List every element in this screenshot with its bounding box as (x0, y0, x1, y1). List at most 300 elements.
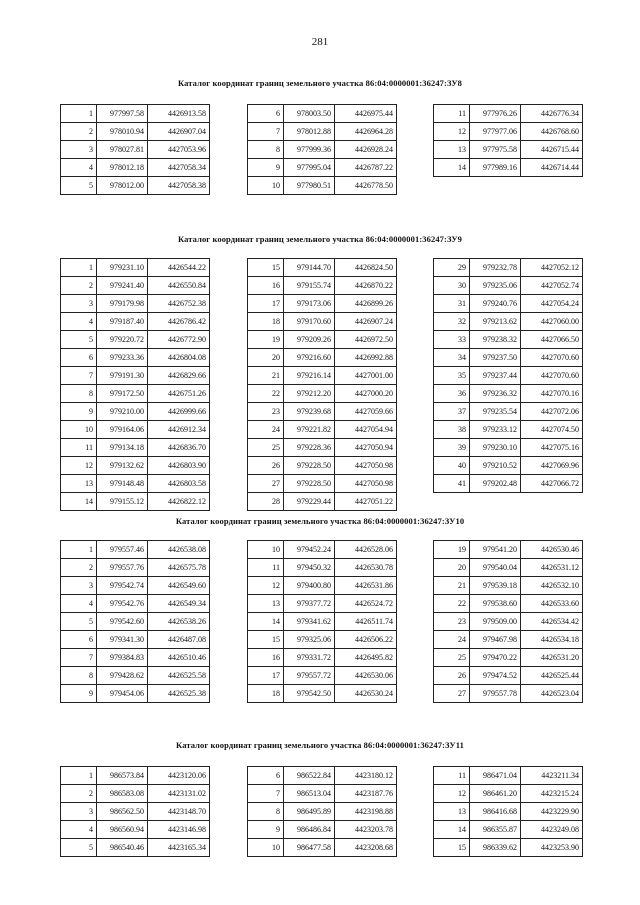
point-number: 20 (248, 349, 284, 367)
coordinate-x: 979428.62 (97, 667, 148, 685)
coordinate-y: 4423253.90 (521, 839, 583, 857)
coordinate-y: 4427054.24 (521, 295, 583, 313)
coordinate-y: 4427070.60 (521, 349, 583, 367)
table-row (248, 439, 397, 457)
coordinate-x: 979470.22 (470, 649, 521, 667)
point-number: 35 (434, 367, 470, 385)
coordinate-x: 979191.30 (97, 367, 148, 385)
coordinate-x: 986513.04 (284, 785, 335, 803)
coordinate-x: 979164.06 (97, 421, 148, 439)
coordinate-y: 4426899.26 (335, 295, 397, 313)
coordinate-x: 986471.04 (470, 767, 521, 785)
coordinate-x: 979400.80 (284, 577, 335, 595)
coordinate-y: 4423215.24 (521, 785, 583, 803)
coordinate-x: 977997.58 (97, 105, 148, 123)
table-row (248, 331, 397, 349)
point-number: 1 (61, 105, 97, 123)
table-row (434, 141, 583, 159)
coordinate-y: 4423120.06 (148, 767, 210, 785)
coordinate-y: 4426525.44 (521, 667, 583, 685)
coordinate-x: 986477.58 (284, 839, 335, 857)
coordinate-x: 979210.00 (97, 403, 148, 421)
table-row (61, 177, 210, 195)
table-row (61, 259, 210, 277)
point-number: 41 (434, 475, 470, 493)
coordinate-y: 4423208.68 (335, 839, 397, 857)
point-number: 5 (61, 613, 97, 631)
point-number: 18 (248, 685, 284, 703)
coordinate-x: 978012.88 (284, 123, 335, 141)
coordinate-x: 979541.20 (470, 541, 521, 559)
coordinate-y: 4423229.90 (521, 803, 583, 821)
table-row (248, 821, 397, 839)
table-row (434, 839, 583, 857)
table-row (434, 649, 583, 667)
point-number: 1 (61, 767, 97, 785)
table-row (61, 821, 210, 839)
table-row (248, 159, 397, 177)
coordinate-y: 4426530.24 (335, 685, 397, 703)
point-number: 26 (434, 667, 470, 685)
point-number: 21 (434, 577, 470, 595)
table-row (248, 803, 397, 821)
point-number: 16 (248, 649, 284, 667)
coordinate-y: 4426534.42 (521, 613, 583, 631)
coordinate-x: 986355.87 (470, 821, 521, 839)
coordinate-x: 979148.48 (97, 475, 148, 493)
coordinate-y: 4426544.22 (148, 259, 210, 277)
point-number: 37 (434, 403, 470, 421)
table-row (434, 821, 583, 839)
coordinate-y: 4426913.58 (148, 105, 210, 123)
table-row (434, 331, 583, 349)
point-number: 11 (434, 767, 470, 785)
coordinate-x: 977977.06 (470, 123, 521, 141)
coordinate-y: 4426510.46 (148, 649, 210, 667)
point-number: 22 (248, 385, 284, 403)
coordinate-y: 4426907.24 (335, 313, 397, 331)
coordinate-y: 4426803.58 (148, 475, 210, 493)
coordinate-y: 4426786.42 (148, 313, 210, 331)
point-number: 10 (248, 541, 284, 559)
table-row (61, 559, 210, 577)
point-number: 14 (434, 159, 470, 177)
coordinate-x: 977975.58 (470, 141, 521, 159)
point-number: 14 (434, 821, 470, 839)
table-row (434, 613, 583, 631)
coordinate-y: 4427052.74 (521, 277, 583, 295)
coordinate-y: 4427075.16 (521, 439, 583, 457)
coordinate-y: 4423198.88 (335, 803, 397, 821)
point-number: 13 (434, 141, 470, 159)
coordinate-x: 979542.74 (97, 577, 148, 595)
point-number: 28 (248, 493, 284, 511)
table-row (61, 159, 210, 177)
table-row (61, 123, 210, 141)
coordinate-table (60, 258, 210, 511)
section-title: Каталог координат границ земельного участка 86:04:0000001:36247:ЗУ10 (175, 516, 465, 526)
table-row (248, 475, 397, 493)
point-number: 16 (248, 277, 284, 295)
coordinate-x: 979384.83 (97, 649, 148, 667)
coordinate-x: 978012.18 (97, 159, 148, 177)
coordinate-x: 986562.50 (97, 803, 148, 821)
coordinate-x: 979377.72 (284, 595, 335, 613)
point-number: 2 (61, 559, 97, 577)
point-number: 6 (248, 105, 284, 123)
coordinate-y: 4427053.96 (148, 141, 210, 159)
coordinate-y: 4426575.78 (148, 559, 210, 577)
table-row (434, 541, 583, 559)
coordinate-y: 4426533.60 (521, 595, 583, 613)
coordinate-x: 979454.06 (97, 685, 148, 703)
coordinate-y: 4427052.12 (521, 259, 583, 277)
coordinate-x: 979557.78 (470, 685, 521, 703)
coordinate-y: 4426912.34 (148, 421, 210, 439)
coordinate-y: 4426768.60 (521, 123, 583, 141)
point-number: 24 (434, 631, 470, 649)
table-row (434, 367, 583, 385)
table-row (61, 313, 210, 331)
table-row (248, 839, 397, 857)
coordinate-y: 4427074.50 (521, 421, 583, 439)
coordinate-x: 979170.60 (284, 313, 335, 331)
coordinate-x: 979230.10 (470, 439, 521, 457)
point-number: 2 (61, 277, 97, 295)
coordinate-x: 979229.44 (284, 493, 335, 511)
coordinate-x: 977989.16 (470, 159, 521, 177)
point-number: 40 (434, 457, 470, 475)
point-number: 6 (61, 631, 97, 649)
table-row (248, 421, 397, 439)
point-number: 23 (434, 613, 470, 631)
table-row (61, 331, 210, 349)
coordinate-x: 979172.50 (97, 385, 148, 403)
coordinate-table (247, 766, 397, 857)
point-number: 21 (248, 367, 284, 385)
table-row (248, 667, 397, 685)
coordinate-y: 4427001.00 (335, 367, 397, 385)
coordinate-table (433, 258, 583, 493)
coordinate-x: 979232.78 (470, 259, 521, 277)
coordinate-y: 4427060.00 (521, 313, 583, 331)
table-row (61, 803, 210, 821)
point-number: 11 (248, 559, 284, 577)
coordinate-y: 4427058.38 (148, 177, 210, 195)
coordinate-x: 986339.62 (470, 839, 521, 857)
coordinate-y: 4426523.04 (521, 685, 583, 703)
coordinate-table (433, 766, 583, 857)
table-row (61, 367, 210, 385)
point-number: 15 (248, 259, 284, 277)
coordinate-x: 979538.60 (470, 595, 521, 613)
table-row (248, 493, 397, 511)
coordinate-x: 979155.12 (97, 493, 148, 511)
point-number: 6 (61, 349, 97, 367)
coordinate-x: 986540.46 (97, 839, 148, 857)
coordinate-x: 986416.68 (470, 803, 521, 821)
point-number: 1 (61, 541, 97, 559)
point-number: 3 (61, 141, 97, 159)
coordinate-y: 4423146.98 (148, 821, 210, 839)
point-number: 8 (61, 385, 97, 403)
coordinate-y: 4427066.50 (521, 331, 583, 349)
coordinate-y: 4423249.08 (521, 821, 583, 839)
table-row (61, 349, 210, 367)
point-number: 25 (434, 649, 470, 667)
coordinate-y: 4427072.06 (521, 403, 583, 421)
table-row (61, 785, 210, 803)
point-number: 12 (248, 577, 284, 595)
table-row (248, 559, 397, 577)
table-row (434, 403, 583, 421)
point-number: 3 (61, 577, 97, 595)
coordinate-x: 979216.60 (284, 349, 335, 367)
coordinate-x: 979239.68 (284, 403, 335, 421)
coordinate-x: 979557.76 (97, 559, 148, 577)
coordinate-x: 979235.06 (470, 277, 521, 295)
section-title: Каталог координат границ земельного участка 86:04:0000001:36247:ЗУ8 (177, 78, 463, 88)
coordinate-y: 4426511.74 (335, 613, 397, 631)
point-number: 5 (61, 839, 97, 857)
coordinate-x: 979237.50 (470, 349, 521, 367)
table-row (248, 295, 397, 313)
table-row (248, 685, 397, 703)
coordinate-x: 979341.30 (97, 631, 148, 649)
table-row (434, 421, 583, 439)
coordinate-x: 979202.48 (470, 475, 521, 493)
table-row (434, 123, 583, 141)
coordinate-y: 4426964.28 (335, 123, 397, 141)
coordinate-y: 4426907.04 (148, 123, 210, 141)
point-number: 32 (434, 313, 470, 331)
coordinate-x: 979235.54 (470, 403, 521, 421)
table-row (248, 613, 397, 631)
point-number: 13 (248, 595, 284, 613)
coordinate-x: 977976.26 (470, 105, 521, 123)
table-row (61, 403, 210, 421)
coordinate-y: 4426836.70 (148, 439, 210, 457)
coordinate-x: 979331.72 (284, 649, 335, 667)
coordinate-y: 4427051.22 (335, 493, 397, 511)
point-number: 9 (248, 159, 284, 177)
table-row (248, 631, 397, 649)
coordinate-y: 4427050.98 (335, 457, 397, 475)
point-number: 10 (248, 177, 284, 195)
table-row (434, 667, 583, 685)
table-row (248, 277, 397, 295)
point-number: 8 (61, 667, 97, 685)
point-number: 3 (61, 295, 97, 313)
table-row (248, 313, 397, 331)
coordinate-y: 4426803.90 (148, 457, 210, 475)
table-row (248, 367, 397, 385)
coordinate-y: 4426530.46 (521, 541, 583, 559)
coordinate-table (247, 104, 397, 195)
point-number: 27 (248, 475, 284, 493)
point-number: 9 (61, 685, 97, 703)
coordinate-x: 979144.70 (284, 259, 335, 277)
coordinate-y: 4426751.26 (148, 385, 210, 403)
coordinate-x: 979238.32 (470, 331, 521, 349)
point-number: 22 (434, 595, 470, 613)
table-row (61, 439, 210, 457)
coordinate-x: 977999.36 (284, 141, 335, 159)
point-number: 39 (434, 439, 470, 457)
coordinate-y: 4426549.60 (148, 577, 210, 595)
table-row (61, 595, 210, 613)
table-row (434, 685, 583, 703)
point-number: 7 (248, 123, 284, 141)
coordinate-x: 978012.00 (97, 177, 148, 195)
section-title: Каталог координат границ земельного участка 86:04:0000001:36247:ЗУ9 (177, 234, 463, 244)
coordinate-y: 4426530.78 (335, 559, 397, 577)
point-number: 7 (61, 649, 97, 667)
point-number: 2 (61, 123, 97, 141)
table-row (434, 277, 583, 295)
table-row (248, 105, 397, 123)
point-number: 3 (61, 803, 97, 821)
point-number: 8 (248, 141, 284, 159)
coordinate-x: 986486.84 (284, 821, 335, 839)
point-number: 5 (61, 177, 97, 195)
table-row (61, 577, 210, 595)
table-row (61, 767, 210, 785)
coordinate-x: 979450.32 (284, 559, 335, 577)
coordinate-x: 979467.98 (470, 631, 521, 649)
table-row (61, 277, 210, 295)
point-number: 12 (434, 123, 470, 141)
coordinate-x: 986522.84 (284, 767, 335, 785)
table-row (61, 685, 210, 703)
point-number: 26 (248, 457, 284, 475)
point-number: 23 (248, 403, 284, 421)
point-number: 4 (61, 595, 97, 613)
coordinate-y: 4426772.90 (148, 331, 210, 349)
point-number: 19 (434, 541, 470, 559)
coordinate-y: 4426714.44 (521, 159, 583, 177)
table-row (434, 313, 583, 331)
coordinate-x: 979213.62 (470, 313, 521, 331)
table-row (434, 475, 583, 493)
coordinate-y: 4427000.20 (335, 385, 397, 403)
coordinate-y: 4426534.18 (521, 631, 583, 649)
coordinate-y: 4426525.58 (148, 667, 210, 685)
point-number: 11 (61, 439, 97, 457)
point-number: 10 (61, 421, 97, 439)
point-number: 5 (61, 331, 97, 349)
coordinate-x: 979210.52 (470, 457, 521, 475)
table-row (61, 649, 210, 667)
coordinate-x: 986573.84 (97, 767, 148, 785)
coordinate-x: 979220.72 (97, 331, 148, 349)
coordinate-x: 979542.50 (284, 685, 335, 703)
coordinate-x: 979542.60 (97, 613, 148, 631)
coordinate-table (247, 258, 397, 511)
table-row (61, 541, 210, 559)
coordinate-x: 979241.40 (97, 277, 148, 295)
coordinate-x: 979231.10 (97, 259, 148, 277)
coordinate-table (60, 766, 210, 857)
coordinate-y: 4426999.66 (148, 403, 210, 421)
coordinate-x: 979221.82 (284, 421, 335, 439)
coordinate-y: 4426506.22 (335, 631, 397, 649)
point-number: 6 (248, 767, 284, 785)
point-number: 4 (61, 821, 97, 839)
point-number: 29 (434, 259, 470, 277)
coordinate-y: 4426528.06 (335, 541, 397, 559)
coordinate-x: 979155.74 (284, 277, 335, 295)
coordinate-y: 4426530.06 (335, 667, 397, 685)
coordinate-y: 4423131.02 (148, 785, 210, 803)
table-row (248, 349, 397, 367)
coordinate-x: 986583.08 (97, 785, 148, 803)
table-row (61, 105, 210, 123)
coordinate-y: 4426804.08 (148, 349, 210, 367)
point-number: 17 (248, 295, 284, 313)
coordinate-x: 979240.76 (470, 295, 521, 313)
coordinate-table (433, 540, 583, 703)
table-row (434, 385, 583, 403)
point-number: 14 (248, 613, 284, 631)
coordinate-y: 4426532.10 (521, 577, 583, 595)
table-row (434, 559, 583, 577)
coordinate-x: 979557.72 (284, 667, 335, 685)
coordinate-y: 4426975.44 (335, 105, 397, 123)
coordinate-x: 979187.40 (97, 313, 148, 331)
coordinate-y: 4427054.94 (335, 421, 397, 439)
coordinate-y: 4427069.96 (521, 457, 583, 475)
table-row (434, 631, 583, 649)
coordinate-y: 4426928.24 (335, 141, 397, 159)
section-title: Каталог координат границ земельного участка 86:04:0000001:36247:ЗУ11 (176, 740, 464, 750)
table-row (434, 785, 583, 803)
coordinate-x: 979132.62 (97, 457, 148, 475)
point-number: 36 (434, 385, 470, 403)
point-number: 15 (434, 839, 470, 857)
coordinate-x: 979173.06 (284, 295, 335, 313)
coordinate-x: 979233.12 (470, 421, 521, 439)
coordinate-x: 979233.36 (97, 349, 148, 367)
coordinate-y: 4426972.50 (335, 331, 397, 349)
coordinate-table (247, 540, 397, 703)
coordinate-table (433, 104, 583, 177)
coordinate-y: 4426992.88 (335, 349, 397, 367)
point-number: 9 (61, 403, 97, 421)
table-row (248, 785, 397, 803)
coordinate-y: 4427070.60 (521, 367, 583, 385)
point-number: 14 (61, 493, 97, 511)
coordinate-x: 979341.62 (284, 613, 335, 631)
point-number: 27 (434, 685, 470, 703)
coordinate-x: 979228.36 (284, 439, 335, 457)
point-number: 33 (434, 331, 470, 349)
coordinate-y: 4426538.08 (148, 541, 210, 559)
table-row (434, 457, 583, 475)
table-row (61, 493, 210, 511)
table-row (248, 767, 397, 785)
coordinate-y: 4423203.78 (335, 821, 397, 839)
point-number: 12 (434, 785, 470, 803)
coordinate-y: 4423187.76 (335, 785, 397, 803)
point-number: 4 (61, 159, 97, 177)
table-row (434, 577, 583, 595)
coordinate-x: 979325.06 (284, 631, 335, 649)
point-number: 38 (434, 421, 470, 439)
coordinate-x: 979474.52 (470, 667, 521, 685)
coordinate-y: 4426531.20 (521, 649, 583, 667)
table-row (434, 259, 583, 277)
